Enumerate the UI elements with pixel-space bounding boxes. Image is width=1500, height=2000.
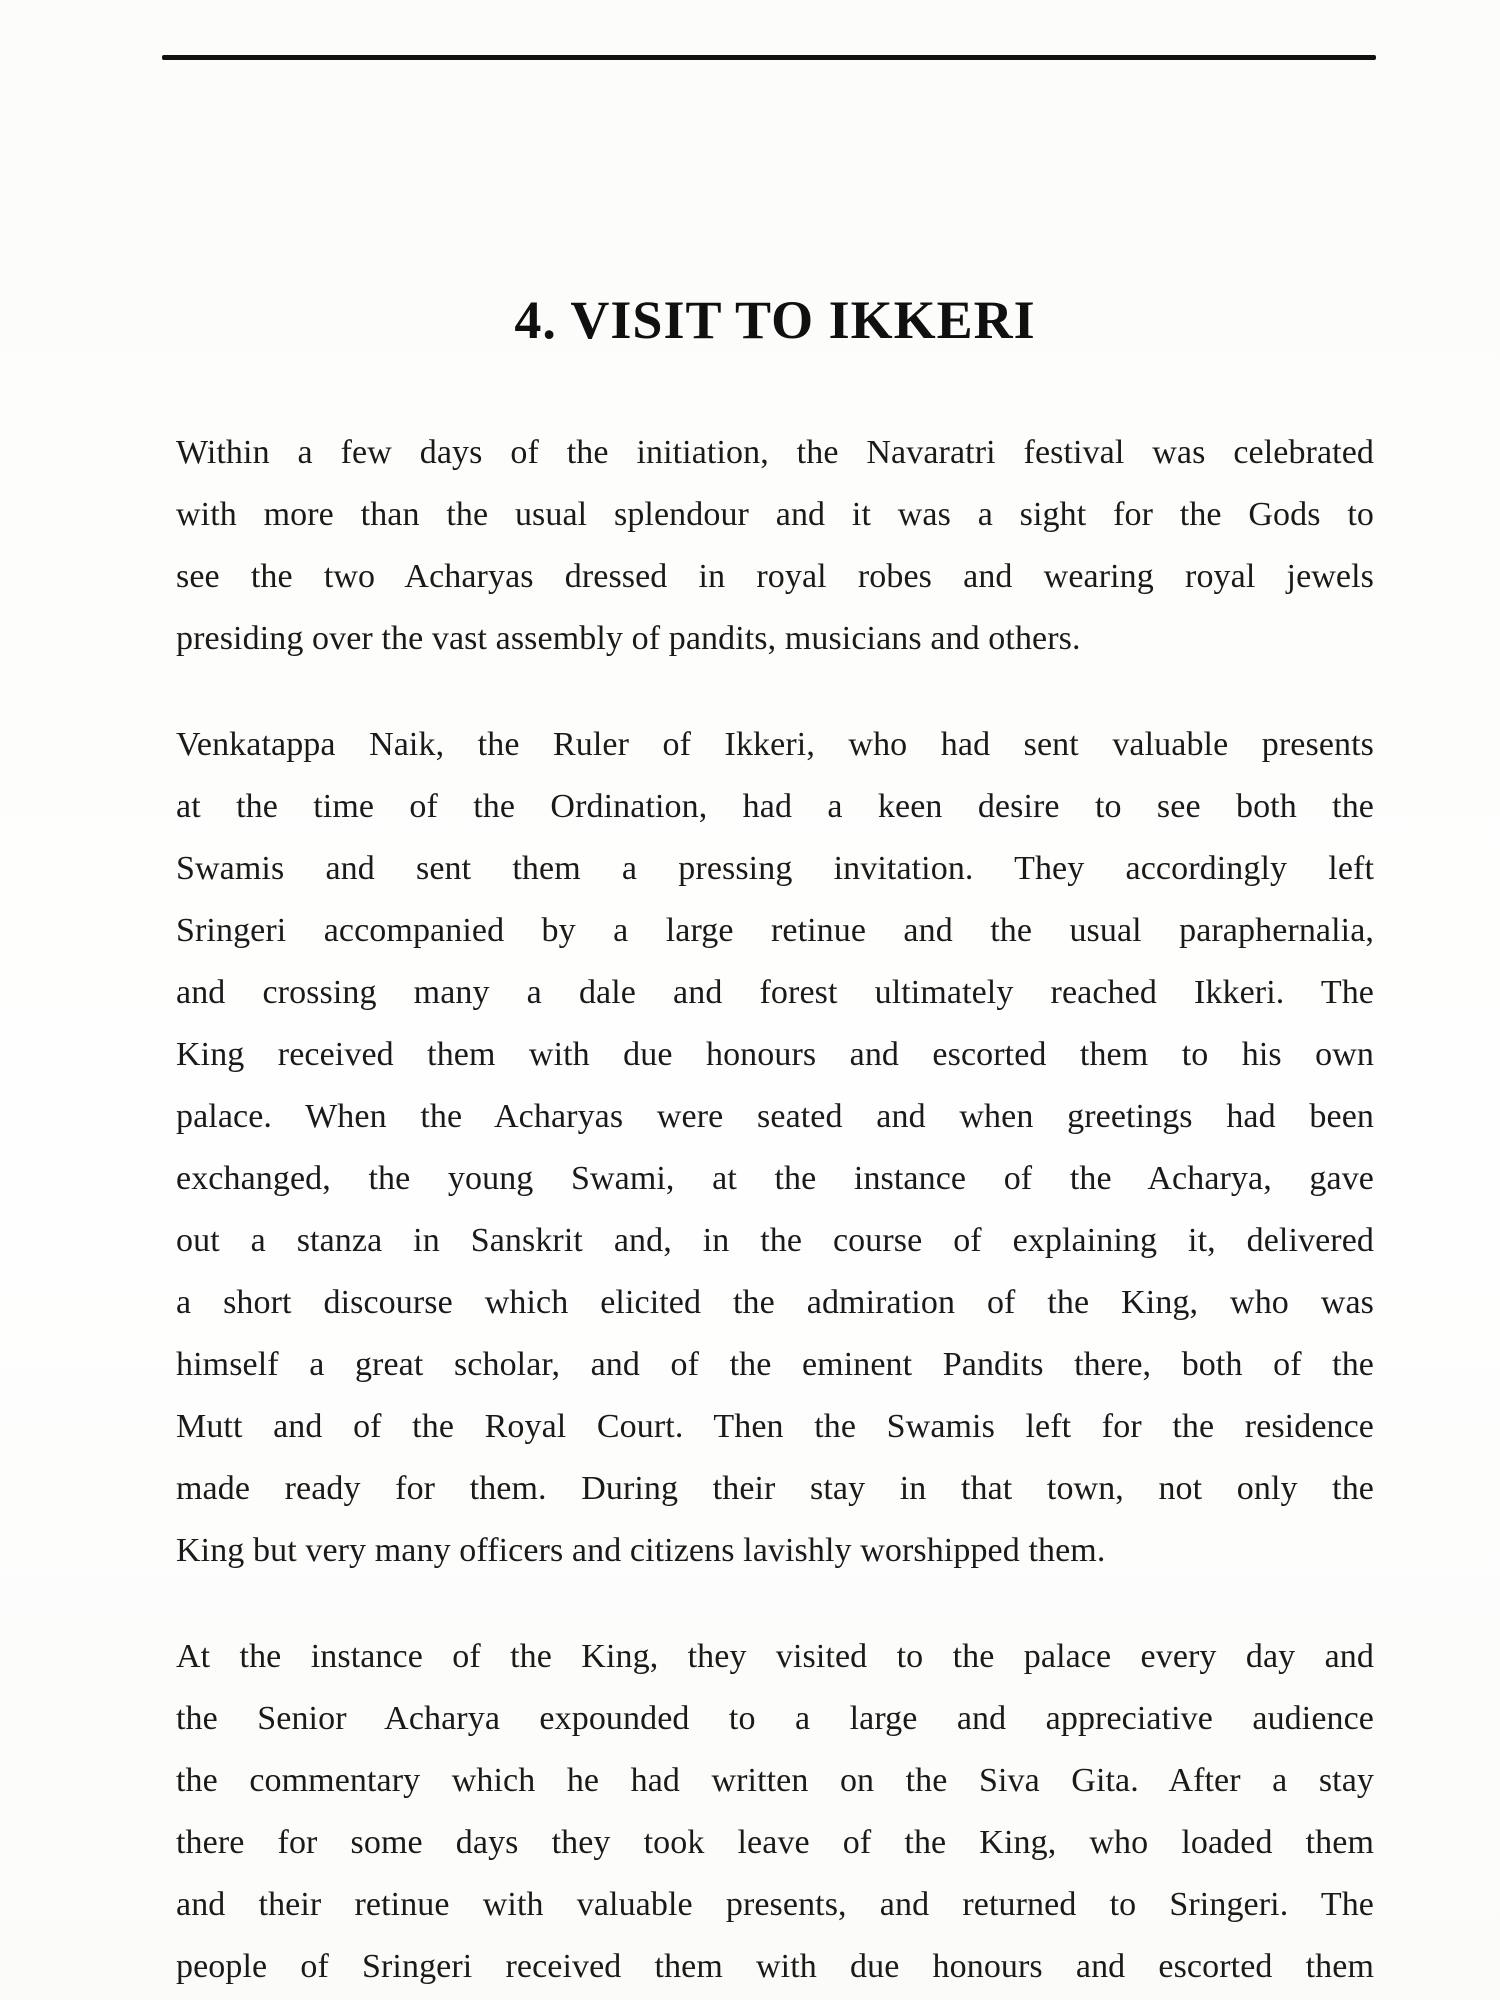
- text-line: presiding over the vast assembly of pandits, musicians and others.: [176, 620, 1081, 657]
- text-line: palace. When the Acharyas were seated and when greetings had been: [176, 1098, 1374, 1135]
- text-line: the Senior Acharya expounded to a large and appreciative audience: [176, 1700, 1374, 1737]
- text-line: at the time of the Ordination, had a keen desire to see both the: [176, 788, 1374, 825]
- text-line: people of Sringeri received them with due honours and escorted them: [176, 1948, 1374, 1985]
- text-line: a short discourse which elicited the admiration of the King, who was: [176, 1284, 1374, 1321]
- text-line: himself a great scholar, and of the eminent Pandits there, both of the: [176, 1346, 1374, 1383]
- body-text: [176, 422, 1374, 1998]
- page-content: [176, 290, 1374, 1998]
- text-line: out a stanza in Sanskrit and, in the course of explaining it, delivered: [176, 1222, 1374, 1259]
- text-line: see the two Acharyas dressed in royal robes and wearing royal jewels: [176, 558, 1374, 595]
- text-line: Venkatappa Naik, the Ruler of Ikkeri, who had sent valuable presents: [176, 726, 1374, 763]
- text-line: Mutt and of the Royal Court. Then the Swamis left for the residence: [176, 1408, 1374, 1445]
- paragraph: [176, 1626, 1374, 1998]
- text-line: and their retinue with valuable presents, and returned to Sringeri. The: [176, 1886, 1374, 1923]
- text-line: Sringeri accompanied by a large retinue and the usual paraphernalia,: [176, 912, 1374, 949]
- paragraph: [176, 714, 1374, 1582]
- text-line: At the instance of the King, they visited to the palace every day and: [176, 1638, 1374, 1675]
- text-line: King received them with due honours and escorted them to his own: [176, 1036, 1374, 1073]
- text-line: Within a few days of the initiation, the Navaratri festival was celebrated: [176, 434, 1374, 471]
- text-line: the commentary which he had written on the Siva Gita. After a stay: [176, 1762, 1374, 1799]
- text-line: there for some days they took leave of the King, who loaded them: [176, 1824, 1374, 1861]
- text-line: Swamis and sent them a pressing invitation. They accordingly left: [176, 850, 1374, 887]
- chapter-title: 4. VISIT TO IKKERI: [514, 290, 1036, 350]
- text-line: made ready for them. During their stay in that town, not only the: [176, 1470, 1374, 1507]
- text-line: with more than the usual splendour and it was a sight for the Gods to: [176, 496, 1374, 533]
- paragraph: [176, 422, 1374, 670]
- top-rule: [162, 55, 1376, 60]
- text-line: exchanged, the young Swami, at the instance of the Acharya, gave: [176, 1160, 1374, 1197]
- text-line: King but very many officers and citizens lavishly worshipped them.: [176, 1532, 1106, 1569]
- text-line: and crossing many a dale and forest ultimately reached Ikkeri. The: [176, 974, 1374, 1011]
